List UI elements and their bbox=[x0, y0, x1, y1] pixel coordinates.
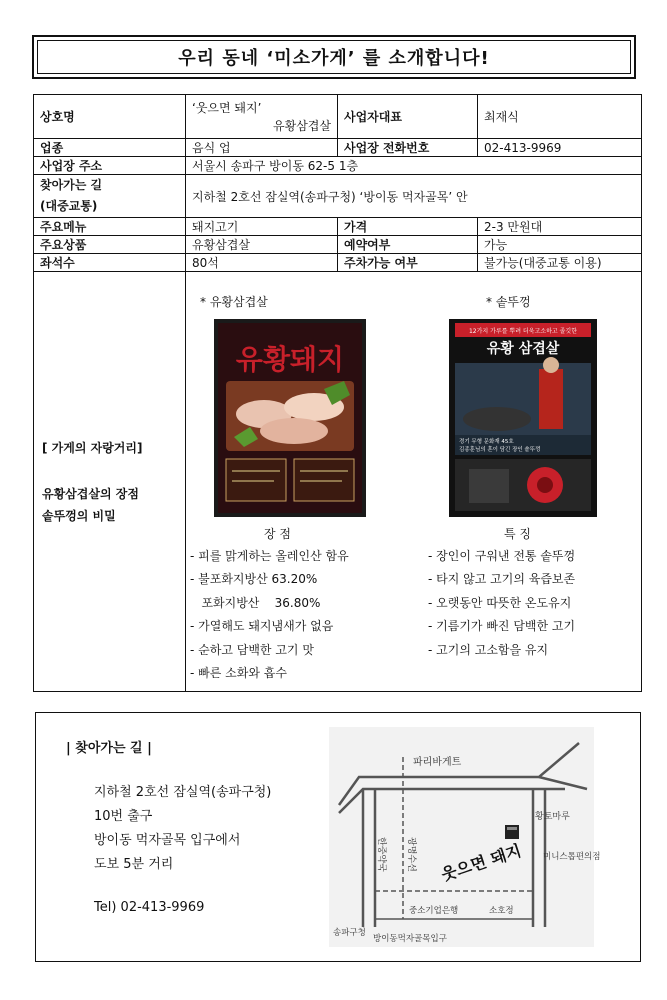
cauldron-lid-photo bbox=[449, 319, 597, 517]
telephone: Tel) 02-413-9969 bbox=[94, 900, 205, 915]
rep-label: 사업자대표 bbox=[338, 95, 478, 139]
photo2-caption: * 솥뚜껑 bbox=[486, 294, 531, 309]
pride-sub-line2: 솥뚜껑의 비밀 bbox=[42, 508, 116, 523]
feature-item: - 타지 않고 고기의 육즙보존 bbox=[428, 572, 576, 586]
phone-label: 사업장 전화번호 bbox=[338, 139, 478, 157]
pride-content-cell bbox=[186, 272, 642, 692]
info-table bbox=[33, 94, 642, 692]
merit-item: - 빠른 소화와 흡수 bbox=[190, 666, 287, 680]
merit-item: - 불포화지방산 63.20% bbox=[190, 572, 318, 586]
photo2-sign: 유황 삼겹살 bbox=[486, 340, 560, 357]
reservation-value: 가능 bbox=[478, 236, 642, 254]
seats-label: 좌석수 bbox=[34, 254, 186, 272]
parking-value: 불가능(대중교통 이용) bbox=[478, 254, 642, 272]
shop-name-line1: ‘웃으면 돼지’ bbox=[192, 100, 262, 115]
merit-item: - 피를 맑게하는 올레인산 함유 bbox=[190, 548, 349, 563]
address-value: 서울시 송파구 방이동 62-5 1층 bbox=[186, 157, 642, 175]
map-label-hanjeung: 한중약국 bbox=[376, 837, 386, 872]
reservation-label: 예약여부 bbox=[338, 236, 478, 254]
merits-title: 장 점 bbox=[264, 526, 291, 541]
product-value: 유황삼겹살 bbox=[186, 236, 338, 254]
pork-poster-photo bbox=[214, 319, 366, 517]
type-label: 업종 bbox=[34, 139, 186, 157]
map-label-shop: 웃으면 돼지 bbox=[438, 840, 524, 885]
directions-value: 지하철 2호선 잠실역(송파구청) ‘방이동 먹자골목’ 안 bbox=[186, 175, 642, 218]
product-label: 주요상품 bbox=[34, 236, 186, 254]
seats-value: 80석 bbox=[186, 254, 338, 272]
menu-value: 돼지고기 bbox=[186, 218, 338, 236]
map-label-paris: 파리바게트 bbox=[413, 757, 462, 768]
map-label-songpa: 송파구청 bbox=[333, 928, 366, 938]
photo-area bbox=[186, 273, 641, 691]
directions-title: | 찾아가는 길 | bbox=[66, 741, 152, 756]
directions-label-line2: (대중교통) bbox=[40, 199, 98, 213]
directions-label bbox=[34, 175, 186, 218]
features-list bbox=[428, 545, 575, 663]
feature-item: - 오랫동안 따뜻한 온도유지 bbox=[428, 595, 572, 610]
feature-item: - 고기의 고소함을 유지 bbox=[428, 642, 549, 657]
map-label-entrance: 방이동먹자골목입구 bbox=[373, 934, 447, 944]
pride-sub-line1: 유황삼겹살의 장점 bbox=[42, 486, 139, 501]
title-box bbox=[32, 35, 636, 79]
feature-item: - 기름기가 빠진 담백한 고기 bbox=[428, 619, 576, 633]
directions-line: 지하철 2호선 잠실역(송파구청) bbox=[94, 785, 272, 800]
merits-list bbox=[190, 545, 349, 686]
merit-item: - 가열해도 돼지냄새가 없음 bbox=[190, 619, 334, 633]
photo1-sign: 유황돼지 bbox=[235, 342, 345, 376]
feature-item: - 장인이 구워낸 전통 솥뚜껑 bbox=[428, 548, 576, 563]
directions-line: 도보 5분 거리 bbox=[94, 857, 174, 872]
photo2-banner: 12가지 가루를 뿌려 더욱고소하고 졸깃한 bbox=[468, 327, 578, 335]
shop-name-value bbox=[186, 95, 338, 139]
price-value: 2-3 만원대 bbox=[478, 218, 642, 236]
merit-item: 포화지방산 36.80% bbox=[190, 595, 321, 610]
rep-value: 최재식 bbox=[478, 95, 642, 139]
map-label-bank: 중소기업은행 bbox=[409, 906, 459, 916]
phone-value: 02-413-9969 bbox=[478, 139, 642, 157]
pride-heading: [ 가게의 자랑거리] bbox=[42, 440, 143, 455]
photo2-overlay2: 김종훈님의 혼이 담긴 장인 솥뚜껑 bbox=[459, 446, 541, 453]
photo2-overlay1: 경기 무형 문화재 45호 bbox=[459, 438, 514, 445]
map-label-gwangmyeong: 광명수선 bbox=[406, 837, 416, 872]
directions-line: 10번 출구 bbox=[94, 809, 153, 824]
address-label: 사업장 주소 bbox=[34, 157, 186, 175]
photo1-caption: * 유황삼겹살 bbox=[200, 294, 268, 309]
price-label: 가격 bbox=[338, 218, 478, 236]
type-value: 음식 업 bbox=[186, 139, 338, 157]
pride-label-cell bbox=[34, 272, 186, 692]
merit-item: - 순하고 담백한 고기 맛 bbox=[190, 642, 314, 657]
directions-lines bbox=[94, 781, 271, 877]
menu-label: 주요메뉴 bbox=[34, 218, 186, 236]
page-title: 우리 동네 ‘미소가게’ 를 소개합니다! bbox=[37, 40, 631, 74]
directions-label-line1: 찾아가는 길 bbox=[40, 178, 103, 192]
shop-name-label: 상호명 bbox=[34, 95, 186, 139]
directions-line: 방이동 먹자골목 입구에서 bbox=[94, 833, 241, 848]
parking-label: 주차가능 여부 bbox=[338, 254, 478, 272]
features-title: 특 징 bbox=[504, 526, 531, 541]
shop-name-line2: 유황삼겹살 bbox=[273, 118, 331, 133]
map-label-hwangto: 황토마루 bbox=[535, 812, 570, 822]
map-label-ministop: 미니스톱편의점 bbox=[543, 852, 601, 862]
map-label-sohojeong: 소호정 bbox=[489, 906, 514, 916]
location-map bbox=[329, 727, 601, 947]
directions-box bbox=[35, 712, 641, 962]
